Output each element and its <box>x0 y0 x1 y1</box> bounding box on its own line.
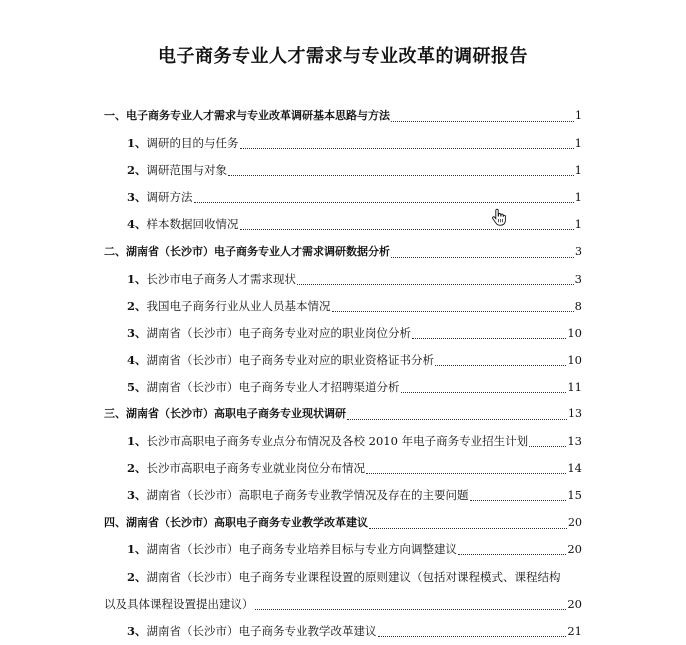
toc-page-number: 3 <box>575 245 582 258</box>
toc-page-number: 1 <box>575 109 582 122</box>
toc-dot-leader <box>391 120 574 122</box>
toc-dot-leader <box>435 364 566 366</box>
toc-page-number: 20 <box>568 516 582 529</box>
toc-page-number: 3 <box>574 272 582 286</box>
toc-entry-number: 3、 <box>127 624 147 638</box>
toc-dot-leader <box>332 310 574 312</box>
document-title: 电子商务专业人才需求与专业改革的调研报告 <box>158 46 528 67</box>
toc-entry-title: 湖南省（长沙市）高职电子商务专业现状调研 <box>126 407 346 420</box>
toc-page-number: 10 <box>567 353 582 367</box>
toc-page-number: 15 <box>567 488 582 502</box>
toc-entry-number: 1、 <box>127 136 147 150</box>
toc-subsection-entry[interactable] <box>127 269 582 289</box>
toc-entry-title-continued: 以及具体课程设置提出建议） <box>104 597 254 611</box>
toc-page-number: 1 <box>574 217 582 231</box>
toc-subsection-entry[interactable] <box>127 431 582 451</box>
toc-entry-number: 2、 <box>127 461 147 475</box>
toc-dot-leader <box>378 635 567 637</box>
toc-page-number: 20 <box>567 542 582 556</box>
toc-entry-title: 湖南省（长沙市）电子商务专业培养目标与专业方向调整建议 <box>146 542 458 556</box>
toc-entry-number: 一、 <box>104 109 126 122</box>
toc-subsection-entry[interactable] <box>127 621 582 641</box>
toc-dot-leader <box>470 499 567 501</box>
toc-dot-leader <box>458 553 566 555</box>
toc-subsection-entry[interactable] <box>127 133 582 153</box>
toc-entry-number: 3、 <box>127 326 147 340</box>
toc-entry-title: 电子商务专业人才需求与专业改革调研基本思路与方法 <box>126 109 390 122</box>
toc-page-number: 1 <box>574 136 582 150</box>
toc-dot-leader <box>297 283 574 285</box>
toc-entry-number: 1、 <box>127 542 147 556</box>
toc-page-number: 13 <box>568 407 582 420</box>
toc-subsection-entry[interactable] <box>127 323 582 343</box>
toc-subsection-entry[interactable] <box>127 539 582 559</box>
toc-entry-title: 长沙市高职电子商务专业就业岗位分布情况 <box>146 461 366 475</box>
toc-subsection-entry[interactable] <box>127 458 582 478</box>
toc-entry-title: 湖南省（长沙市）电子商务专业人才需求调研数据分析 <box>126 245 390 258</box>
toc-section-entry[interactable] <box>104 404 582 424</box>
toc-page-number: 20 <box>567 597 582 611</box>
toc-dot-leader <box>529 445 566 447</box>
toc-dot-leader <box>391 256 574 258</box>
toc-entry-title: 样本数据回收情况 <box>146 217 239 231</box>
toc-entry-title: 调研的目的与任务 <box>146 136 239 150</box>
toc-entry-title: 湖南省（长沙市）高职电子商务专业教学改革建议 <box>126 516 368 529</box>
toc-dot-leader <box>401 391 567 393</box>
toc-subsection-entry[interactable] <box>127 214 582 234</box>
toc-dot-leader <box>228 174 574 176</box>
toc-entry-number: 2、 <box>127 299 147 313</box>
toc-page-number: 8 <box>574 299 582 313</box>
toc-page-number: 13 <box>567 434 582 448</box>
toc-entry-title: 湖南省（长沙市）电子商务专业课程设置的原则建议（包括对课程模式、课程结构 <box>146 570 561 584</box>
toc-entry-number: 4、 <box>127 217 147 231</box>
toc-entry-number: 3、 <box>127 488 147 502</box>
toc-dot-leader <box>366 472 566 474</box>
toc-entry-title: 湖南省（长沙市）电子商务专业对应的职业岗位分析 <box>146 326 412 340</box>
toc-entry-title: 湖南省（长沙市）电子商务专业对应的职业资格证书分析 <box>146 353 435 367</box>
toc-entry-number: 1、 <box>127 434 147 448</box>
toc-page-number: 10 <box>567 326 582 340</box>
toc-entry-number: 3、 <box>127 190 147 204</box>
toc-page-number: 21 <box>567 624 582 638</box>
toc-subsection-entry[interactable] <box>127 296 582 316</box>
toc-entry-number: 三、 <box>104 407 126 420</box>
toc-subsection-entry[interactable] <box>127 377 582 397</box>
toc-subsection-entry[interactable] <box>127 160 582 180</box>
toc-section-entry[interactable] <box>104 513 582 533</box>
toc-subsection-entry[interactable] <box>127 567 582 587</box>
toc-subsection-entry-continued[interactable] <box>104 594 582 614</box>
toc-entry-title: 湖南省（长沙市）电子商务专业人才招聘渠道分析 <box>146 380 400 394</box>
toc-entry-title: 调研方法 <box>146 190 193 204</box>
toc-entry-number: 5、 <box>127 380 147 394</box>
toc-entry-title: 长沙市高职电子商务专业点分布情况及各校 2010 年电子商务专业招生计划 <box>146 434 529 448</box>
toc-entry-title: 我国电子商务行业从业人员基本情况 <box>146 299 331 313</box>
toc-entry-title: 调研范围与对象 <box>146 163 228 177</box>
toc-dot-leader <box>240 147 574 149</box>
toc-dot-leader <box>194 201 574 203</box>
toc-page-number: 1 <box>574 163 582 177</box>
toc-page-number: 1 <box>574 190 582 204</box>
toc-subsection-entry[interactable] <box>127 187 582 207</box>
toc-dot-leader <box>412 337 566 339</box>
toc-page-number: 14 <box>567 461 582 475</box>
hand-pointer-icon <box>491 208 507 226</box>
toc-section-entry[interactable] <box>104 242 582 262</box>
toc-entry-number: 4、 <box>127 353 147 367</box>
toc-entry-title: 湖南省（长沙市）高职电子商务专业教学情况及存在的主要问题 <box>146 488 469 502</box>
toc-dot-leader <box>240 228 574 230</box>
toc-subsection-entry[interactable] <box>127 350 582 370</box>
toc-entry-title: 长沙市电子商务人才需求现状 <box>146 272 297 286</box>
toc-entry-number: 1、 <box>127 272 147 286</box>
toc-entry-number: 二、 <box>104 245 126 258</box>
toc-dot-leader <box>347 418 567 420</box>
toc-section-entry[interactable] <box>104 106 582 126</box>
toc-page-number: 11 <box>567 380 582 394</box>
toc-subsection-entry[interactable] <box>127 485 582 505</box>
toc-entry-number: 四、 <box>104 516 126 529</box>
toc-entry-number: 2、 <box>127 163 147 177</box>
toc-dot-leader <box>369 527 567 529</box>
toc-dot-leader <box>255 608 567 610</box>
toc-entry-title: 湖南省（长沙市）电子商务专业教学改革建议 <box>146 624 377 638</box>
toc-entry-number: 2、 <box>127 570 147 584</box>
